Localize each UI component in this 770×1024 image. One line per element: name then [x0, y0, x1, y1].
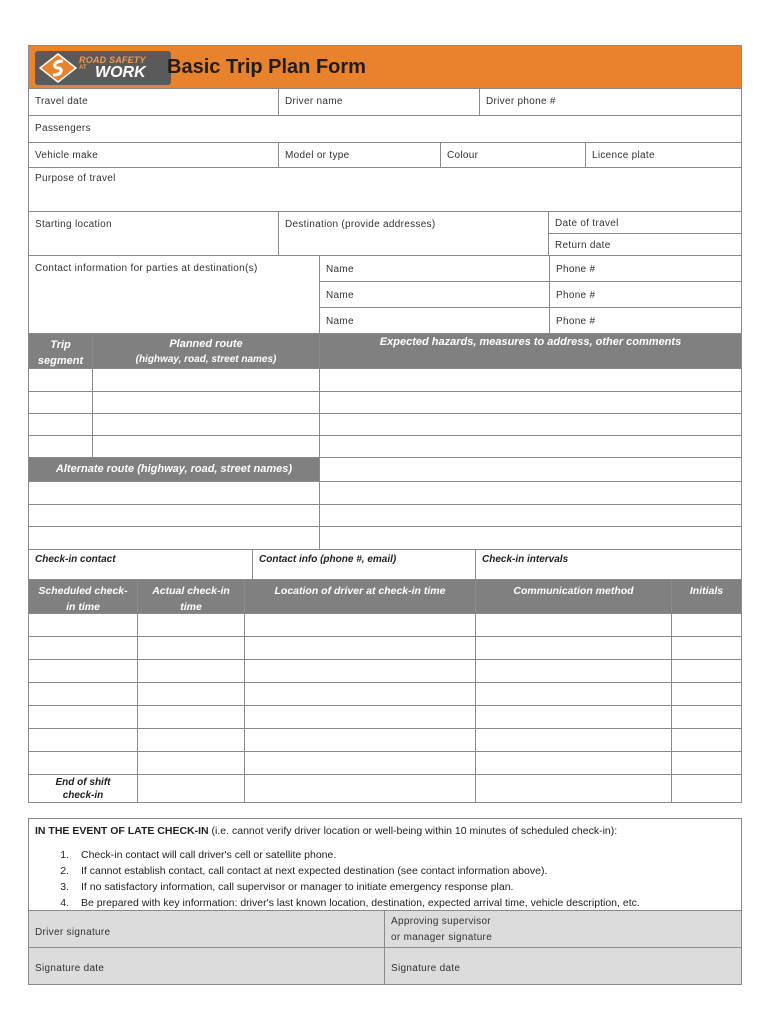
trip-segment-header: Trip segment — [37, 339, 84, 367]
table-row — [28, 752, 742, 775]
trip-segment-cell[interactable] — [29, 414, 92, 435]
scheduled-time-cell[interactable] — [29, 752, 137, 774]
notice-heading — [35, 825, 735, 837]
initials-cell[interactable] — [671, 706, 741, 728]
planned-route-subtitle: (highway, road, street names) — [135, 354, 277, 365]
location-cell[interactable] — [244, 775, 475, 802]
table-row — [28, 683, 742, 706]
driver-signature-label: Driver signature — [35, 927, 111, 938]
licence-plate-label: Licence plate — [592, 150, 655, 161]
model-field[interactable] — [278, 143, 440, 167]
initials-cell[interactable] — [671, 775, 741, 802]
actual-check-in-header: Actual check-in time — [137, 580, 244, 613]
model-label: Model or type — [285, 150, 350, 161]
location-cell[interactable] — [244, 683, 475, 705]
purpose-row — [28, 168, 742, 212]
scheduled-time-cell[interactable] — [29, 637, 137, 659]
contact-name-field[interactable] — [320, 282, 549, 307]
table-row — [28, 527, 742, 550]
actual-time-cell[interactable] — [137, 775, 244, 802]
method-cell[interactable] — [475, 729, 671, 751]
actual-time-cell[interactable] — [137, 683, 244, 705]
table-row — [28, 729, 742, 752]
list-item — [35, 863, 735, 879]
initials-cell[interactable] — [671, 729, 741, 751]
hazards-cell[interactable] — [319, 392, 741, 413]
licence-plate-field[interactable] — [585, 143, 741, 167]
end-of-shift-label: End of shift check-in — [55, 777, 111, 801]
road-safety-logo — [35, 51, 171, 85]
method-cell[interactable] — [475, 775, 671, 802]
table-row — [28, 614, 742, 637]
vehicle-make-label: Vehicle make — [35, 150, 99, 161]
alternate-route-header-row — [28, 458, 742, 482]
scheduled-check-in-header: Scheduled check-in time — [38, 585, 128, 613]
form-header — [28, 45, 742, 89]
starting-location-label: Starting location — [35, 219, 112, 230]
scheduled-time-cell[interactable] — [29, 683, 137, 705]
table-row — [28, 637, 742, 660]
list-item-text: If cannot establish contact, call contact at next expected destination (see contact information above). — [81, 865, 548, 877]
alternate-route-cell[interactable] — [29, 505, 319, 526]
initials-cell[interactable] — [671, 660, 741, 682]
list-item-text: Be prepared with key information: driver's last known location, destination, expected arrival time, vehicle description, etc. — [81, 897, 640, 909]
list-item-text: If no satisfactory information, call supervisor or manager to initiate emergency response plan. — [81, 881, 514, 893]
actual-time-cell[interactable] — [137, 706, 244, 728]
initials-header: Initials — [671, 580, 741, 613]
actual-time-cell[interactable] — [137, 660, 244, 682]
actual-time-cell[interactable] — [137, 614, 244, 636]
notice-list — [35, 847, 735, 911]
table-row — [28, 392, 742, 414]
contact-phone-label: Phone # — [556, 290, 596, 301]
signature-date-row — [28, 948, 742, 985]
scheduled-time-cell[interactable] — [29, 729, 137, 751]
alternate-route-cell[interactable] — [29, 527, 319, 549]
hazards-header: Expected hazards, measures to address, other comments — [319, 334, 741, 368]
driver-name-label: Driver name — [285, 96, 343, 107]
location-cell[interactable] — [244, 660, 475, 682]
scheduled-time-cell[interactable] — [29, 706, 137, 728]
supervisor-signature-field[interactable] — [384, 911, 741, 947]
notice-heading-rest: (i.e. cannot verify driver location or well-being within 10 minutes of scheduled check-in): — [208, 825, 618, 837]
notice-heading-bold: IN THE EVENT OF LATE CHECK-IN — [35, 825, 209, 837]
contact-phone-field[interactable] — [549, 308, 741, 333]
supervisor-signature-label-2: or manager signature — [391, 932, 493, 943]
signature-date-label: Signature date — [391, 963, 461, 974]
alternate-route-cell[interactable] — [29, 482, 319, 504]
starting-location-field[interactable] — [29, 212, 278, 255]
table-row — [28, 660, 742, 683]
destination-label: Destination (provide addresses) — [285, 219, 436, 230]
method-cell[interactable] — [475, 614, 671, 636]
road-sign-icon — [39, 53, 77, 83]
location-header: Location of driver at check-in time — [244, 580, 475, 613]
contact-info-label-cell — [29, 256, 319, 333]
contact-phone-field[interactable] — [549, 256, 741, 281]
check-in-intervals-field[interactable] — [475, 550, 741, 579]
planned-route-cell[interactable] — [92, 436, 319, 457]
driver-name-field[interactable] — [278, 89, 479, 115]
driver-phone-label: Driver phone # — [486, 96, 556, 107]
contact-name-label: Name — [326, 264, 354, 275]
planned-route-title: Planned route — [169, 338, 243, 350]
return-date-label: Return date — [555, 240, 611, 251]
contact-name-field[interactable] — [320, 256, 549, 281]
logo-text-work: WORK — [95, 64, 146, 81]
initials-cell[interactable] — [671, 614, 741, 636]
table-row — [28, 369, 742, 392]
contact-phone-field[interactable] — [549, 282, 741, 307]
list-item — [35, 895, 735, 911]
hazards-cell[interactable] — [319, 414, 741, 435]
planned-route-cell[interactable] — [92, 369, 319, 391]
method-cell[interactable] — [475, 683, 671, 705]
contacts-row — [28, 256, 742, 334]
trip-segment-cell[interactable] — [29, 369, 92, 391]
list-item-text: Check-in contact will call driver's cell or satellite phone. — [81, 849, 337, 861]
method-cell[interactable] — [475, 706, 671, 728]
route-header-row — [28, 334, 742, 369]
passengers-label: Passengers — [35, 123, 91, 134]
check-in-contact-row — [28, 550, 742, 580]
hazards-cell[interactable] — [319, 505, 741, 526]
signature-date-label: Signature date — [35, 963, 105, 974]
table-row — [28, 505, 742, 527]
check-in-contact-field[interactable] — [29, 550, 252, 579]
scheduled-time-cell[interactable] — [29, 660, 137, 682]
contact-entries — [319, 256, 741, 333]
travel-date-label: Travel date — [35, 96, 88, 107]
planned-route-cell[interactable] — [92, 414, 319, 435]
actual-time-cell[interactable] — [137, 729, 244, 751]
table-row — [28, 436, 742, 458]
date-of-travel-label: Date of travel — [555, 218, 619, 229]
purpose-label: Purpose of travel — [35, 173, 116, 184]
contact-phone-label: Phone # — [556, 316, 596, 327]
check-in-intervals-label: Check-in intervals — [482, 554, 569, 565]
supervisor-signature-label-1: Approving supervisor — [391, 916, 491, 927]
driver-info-row — [28, 89, 742, 116]
purpose-field[interactable] — [29, 168, 741, 211]
contact-info-label: Contact information for parties at destination(s) — [35, 263, 258, 274]
actual-time-cell[interactable] — [137, 752, 244, 774]
hazards-cell[interactable] — [319, 527, 741, 549]
travel-date-field[interactable] — [29, 89, 278, 115]
location-cell[interactable] — [244, 637, 475, 659]
check-in-contact-label: Check-in contact — [35, 554, 116, 565]
contact-name-field[interactable] — [320, 308, 549, 333]
hazards-cell[interactable] — [319, 369, 741, 391]
contact-info-label: Contact info (phone #, email) — [259, 554, 397, 565]
trip-segment-cell[interactable] — [29, 392, 92, 413]
method-cell[interactable] — [475, 637, 671, 659]
location-cell[interactable] — [244, 706, 475, 728]
driver-phone-field[interactable] — [479, 89, 741, 115]
destination-field[interactable] — [278, 212, 548, 255]
scheduled-time-cell[interactable] — [29, 614, 137, 636]
list-item-number: 4. — [60, 897, 69, 909]
list-item-number: 2. — [60, 865, 69, 877]
table-row — [28, 706, 742, 729]
late-check-in-notice — [28, 818, 742, 911]
driver-signature-field[interactable] — [29, 911, 384, 947]
list-item — [35, 847, 735, 863]
alternate-route-header: Alternate route (highway, road, street names) — [29, 458, 319, 481]
hazards-cell[interactable] — [319, 458, 741, 481]
list-item — [35, 879, 735, 895]
dates-cell — [548, 212, 741, 255]
list-item-number: 3. — [60, 881, 69, 893]
colour-label: Colour — [447, 150, 479, 161]
initials-cell[interactable] — [671, 637, 741, 659]
method-cell[interactable] — [475, 752, 671, 774]
contact-info-field[interactable] — [252, 550, 475, 579]
planned-route-header — [92, 334, 319, 368]
end-of-shift-row — [28, 775, 742, 803]
trip-segment-cell[interactable] — [29, 436, 92, 457]
list-item-number: 1. — [60, 849, 69, 861]
method-cell[interactable] — [475, 660, 671, 682]
return-date-field[interactable] — [549, 234, 741, 255]
trip-plan-form — [28, 45, 742, 985]
contact-name-label: Name — [326, 290, 354, 301]
driver-signature-date-field[interactable] — [29, 948, 384, 984]
communication-method-header: Communication method — [475, 580, 671, 613]
location-cell[interactable] — [244, 752, 475, 774]
check-in-header-row — [28, 580, 742, 614]
planned-route-cell[interactable] — [92, 392, 319, 413]
location-cell[interactable] — [244, 614, 475, 636]
date-of-travel-field[interactable] — [549, 212, 741, 234]
page-title: Basic Trip Plan Form — [167, 56, 366, 78]
locations-row — [28, 212, 742, 256]
contact-phone-label: Phone # — [556, 264, 596, 275]
passengers-field[interactable] — [29, 116, 741, 142]
initials-cell[interactable] — [671, 683, 741, 705]
table-row — [28, 482, 742, 505]
signature-row — [28, 911, 742, 948]
logo-text-road-safety: ROAD SAFETY — [79, 55, 146, 65]
passengers-row — [28, 116, 742, 143]
supervisor-signature-date-field[interactable] — [384, 948, 741, 984]
table-row — [28, 414, 742, 436]
vehicle-row — [28, 143, 742, 168]
hazards-cell[interactable] — [319, 482, 741, 504]
colour-field[interactable] — [440, 143, 585, 167]
actual-time-cell[interactable] — [137, 637, 244, 659]
logo-text-at: AT — [79, 65, 87, 71]
vehicle-make-field[interactable] — [29, 143, 278, 167]
initials-cell[interactable] — [671, 752, 741, 774]
end-of-shift-label-cell — [29, 775, 137, 802]
location-cell[interactable] — [244, 729, 475, 751]
hazards-cell[interactable] — [319, 436, 741, 457]
contact-name-label: Name — [326, 316, 354, 327]
